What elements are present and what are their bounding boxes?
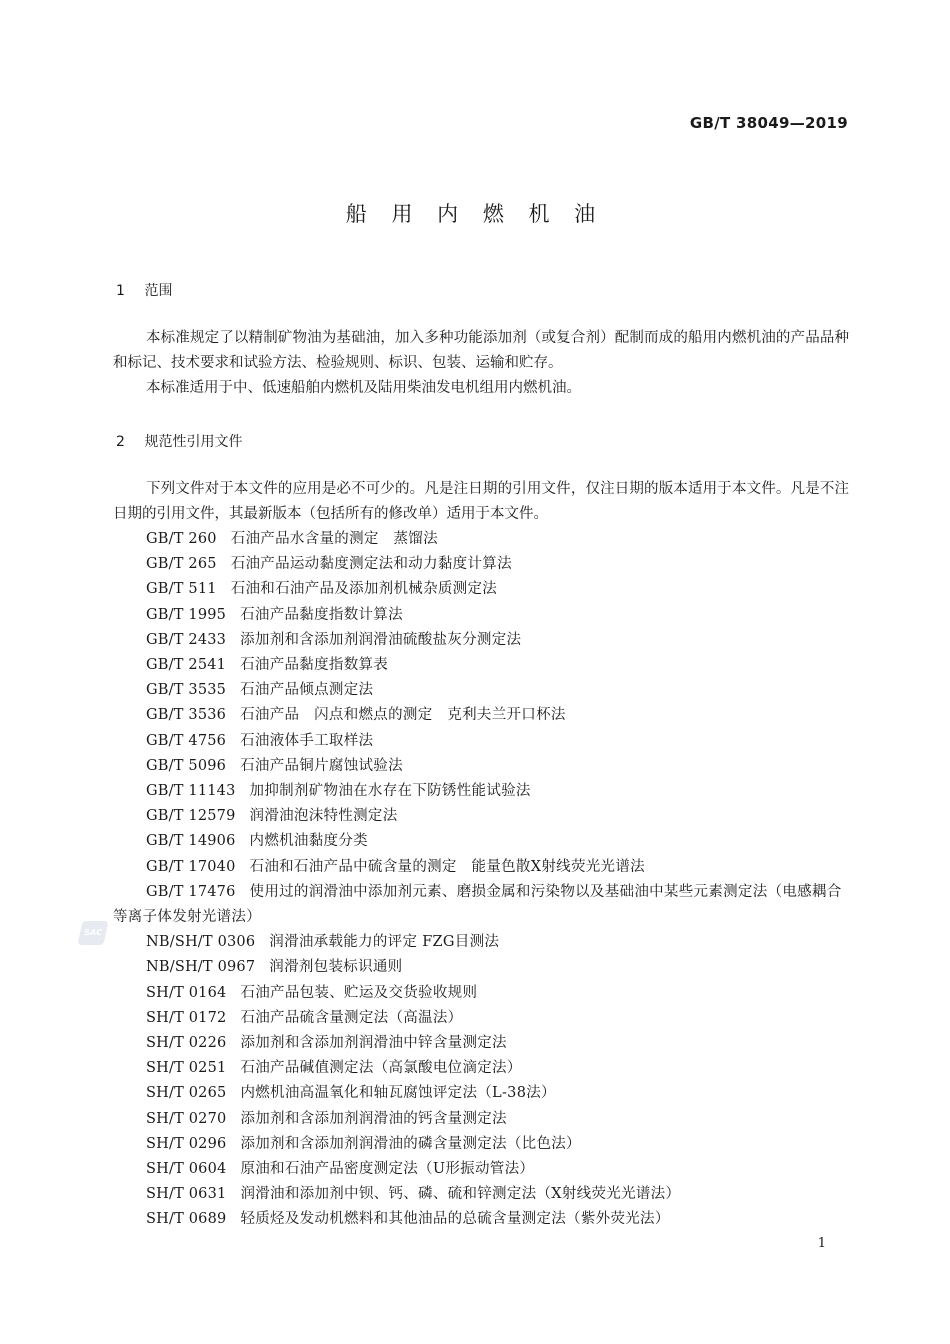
reference-title: 添加剂和含添加剂润滑油中锌含量测定法 (240, 1035, 507, 1052)
reference-item (113, 552, 853, 577)
reference-item (113, 1006, 853, 1031)
reference-title: 轻质烃及发动机燃料和其他油品的总硫含量测定法（紫外荧光法） (240, 1211, 670, 1228)
reference-code: SH/T 0226 (146, 1035, 227, 1052)
reference-item (113, 1182, 853, 1207)
reference-title: 石油产品 闪点和燃点的测定 克利夫兰开口杯法 (240, 707, 566, 724)
reference-title: 添加剂和含添加剂润滑油硫酸盐灰分测定法 (240, 631, 522, 648)
reference-code: GB/T 5096 (146, 757, 227, 774)
reference-title: 添加剂和含添加剂润滑油的磷含量测定法（比色法） (240, 1135, 581, 1152)
reference-title: 内燃机油黏度分类 (249, 833, 368, 850)
reference-title: 石油产品水含量的测定 蒸馏法 (230, 531, 438, 547)
reference-title: 内燃机油高温氧化和轴瓦腐蚀评定法（L-38法） (240, 1085, 556, 1102)
reference-code: GB/T 12579 (146, 808, 236, 825)
section-2-heading (116, 431, 242, 451)
reference-title: 石油产品包装、贮运及交货验收规则 (240, 984, 478, 1001)
reference-title: 石油产品倾点测定法 (240, 682, 374, 699)
reference-code: GB/T 17476 (146, 883, 236, 900)
reference-item (113, 577, 853, 602)
reference-title: 石油产品黏度指数计算法 (240, 606, 403, 623)
reference-title: 润滑剂包装标识通则 (269, 959, 403, 976)
reference-title: 石油产品硫含量测定法（高温法） (240, 1009, 463, 1026)
reference-title: 石油液体手工取样法 (240, 732, 374, 749)
reference-title: 添加剂和含添加剂润滑油的钙含量测定法 (240, 1110, 507, 1127)
reference-item (113, 729, 853, 754)
reference-item (113, 955, 853, 980)
document-title: 船 用 内 燃 机 油 (345, 202, 605, 226)
reference-item (113, 1157, 853, 1182)
reference-title: 石油产品碱值测定法（高氯酸电位滴定法） (240, 1060, 522, 1077)
reference-item (113, 1132, 853, 1157)
reference-item (113, 829, 853, 854)
reference-code: NB/SH/T 0306 (146, 934, 256, 951)
reference-code: GB/T 265 (146, 556, 217, 573)
reference-item (113, 981, 853, 1006)
reference-code: SH/T 0270 (146, 1110, 227, 1127)
reference-title: 石油和石油产品及添加剂机械杂质测定法 (230, 581, 498, 598)
reference-item (113, 703, 853, 728)
section-number: 2 (116, 434, 125, 450)
reference-code: SH/T 0265 (146, 1085, 227, 1102)
reference-item (113, 1107, 853, 1132)
reference-title: 原油和石油产品密度测定法（U形振动管法） (240, 1161, 535, 1178)
reference-code: SH/T 0296 (146, 1135, 227, 1152)
page-number: 1 (817, 1236, 826, 1251)
sac-watermark-logo: SAC (77, 921, 108, 945)
reference-code: SH/T 0689 (146, 1211, 227, 1228)
reference-item (113, 1081, 853, 1106)
reference-code: GB/T 2541 (146, 657, 227, 674)
reference-code: SH/T 0251 (146, 1060, 227, 1077)
reference-code: SH/T 0164 (146, 984, 227, 1001)
standard-number: GB/T 38049—2019 (689, 114, 848, 132)
section-number: 1 (116, 283, 125, 299)
reference-item (113, 527, 853, 552)
reference-item (113, 1056, 853, 1081)
reference-code: SH/T 0604 (146, 1161, 227, 1178)
reference-code: GB/T 3536 (146, 707, 227, 724)
reference-code: GB/T 511 (146, 581, 217, 598)
reference-code: GB/T 3535 (146, 682, 227, 699)
reference-item (113, 1031, 853, 1056)
reference-title: 石油和石油产品中硫含量的测定 能量色散X射线荧光光谱法 (249, 858, 645, 875)
reference-code: GB/T 4756 (146, 732, 227, 749)
normative-references-list (113, 527, 853, 1233)
reference-code: GB/T 260 (146, 531, 217, 547)
reference-code: SH/T 0172 (146, 1009, 227, 1026)
reference-title: 使用过的润滑油中添加剂元素、磨损金属和污染物以及基础油中某些元素测定法（电感耦合等离子体发射光谱法） (113, 883, 842, 926)
reference-code: GB/T 11143 (146, 783, 236, 800)
reference-code: GB/T 1995 (146, 606, 227, 623)
reference-item (113, 603, 853, 628)
reference-code: NB/SH/T 0967 (146, 959, 256, 976)
reference-title: 润滑油泡沫特性测定法 (249, 808, 398, 825)
reference-item (113, 1207, 853, 1232)
reference-title: 石油产品黏度指数算表 (240, 657, 389, 674)
reference-item (113, 628, 853, 653)
reference-code: GB/T 14906 (146, 833, 236, 850)
reference-item (113, 754, 853, 779)
reference-code: GB/T 2433 (146, 631, 227, 648)
reference-item (113, 930, 853, 955)
section-title: 范围 (144, 283, 173, 299)
reference-item (113, 880, 853, 930)
reference-item (113, 779, 853, 804)
reference-code: GB/T 17040 (146, 858, 236, 875)
section-1-paragraph-2: 本标准适用于中、低速船舶内燃机及陆用柴油发电机组用内燃机油。 (146, 380, 581, 396)
reference-item (113, 804, 853, 829)
section-1-heading (116, 280, 172, 300)
reference-title: 石油产品铜片腐蚀试验法 (240, 757, 403, 774)
reference-item (113, 653, 853, 678)
section-title: 规范性引用文件 (144, 434, 243, 450)
reference-title: 润滑油承载能力的评定 FZG目测法 (269, 934, 500, 951)
reference-item (113, 855, 853, 880)
reference-title: 石油产品运动黏度测定法和动力黏度计算法 (230, 556, 512, 573)
reference-item (113, 678, 853, 703)
reference-title: 加抑制剂矿物油在水存在下防锈性能试验法 (249, 783, 531, 800)
reference-code: SH/T 0631 (146, 1186, 227, 1203)
reference-title: 润滑油和添加剂中钡、钙、磷、硫和锌测定法（X射线荧光光谱法） (240, 1186, 681, 1203)
section-2-paragraph-1: 下列文件对于本文件的应用是必不可少的。凡是注日期的引用文件，仅注日期的版本适用于本文件。凡是不注日期的引用文件，其最新版本（包括所有的修改单）适用于本文件。 (113, 481, 849, 522)
section-1-paragraph-1: 本标准规定了以精制矿物油为基础油，加入多种功能添加剂（或复合剂）配制而成的船用内燃机油的产品品种和标记、技术要求和试验方法、检验规则、标识、包装、运输和贮存。 (113, 330, 849, 371)
